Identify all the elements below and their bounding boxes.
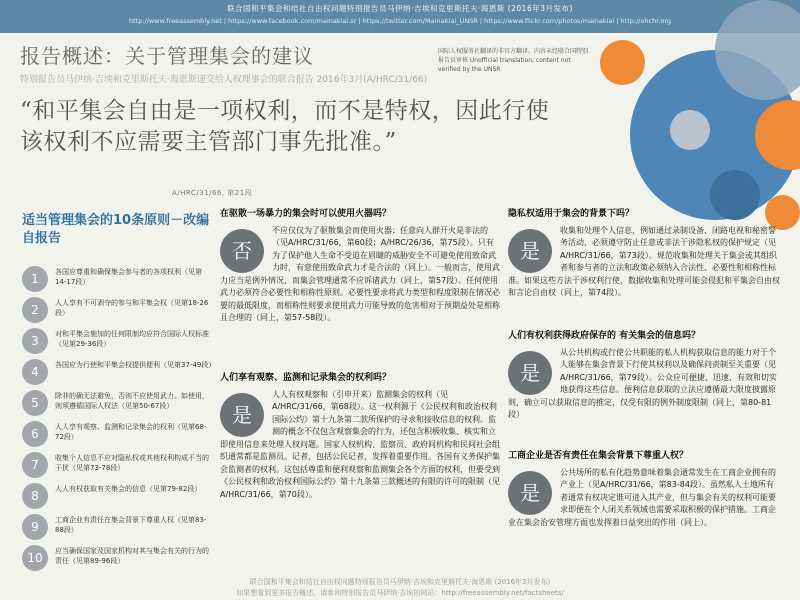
section-heading: 人们有权利获得政府保存的 有关集会的信息吗？ xyxy=(508,331,701,341)
banner-links[interactable]: http://www.freeassembly.net | https://www.facebook.com/mainakiai.sr | https://twitter.com/MainaKiai_UNSR | https://www.flickr.com/photos/mainakiai | http://ohchr.org xyxy=(128,17,672,25)
quote-text: “和平集会自由是一项权利，而不是特权，因此行使该权利不应需要主管部门事先批准。” xyxy=(20,98,550,155)
principle-number: 3 xyxy=(22,328,48,354)
principle-number: 7 xyxy=(22,452,48,478)
principle-item-3 xyxy=(22,328,212,356)
section-business xyxy=(508,450,780,529)
answer-badge: 否 xyxy=(220,229,264,273)
principle-number: 8 xyxy=(22,483,48,509)
principle-number: 1 xyxy=(22,266,48,292)
circle-grey-mid xyxy=(670,110,710,150)
decorative-circles xyxy=(560,30,800,230)
banner-title: 联合国和平集会和结社自由权问题特别报告员马伊纳·吉埃和克里斯托夫·海恩斯 (2016年3月发布) xyxy=(227,4,573,13)
section-privacy xyxy=(508,208,780,300)
footer xyxy=(0,577,800,599)
section-heading: 隐私权适用于集会的背景下吗？ xyxy=(508,209,635,219)
principle-text: 应当确保国家及国家机构对其与集会有关的行为的责任（见第89-96段） xyxy=(55,547,209,565)
principle-number: 4 xyxy=(22,359,48,385)
principle-text: 收集个人信息不应对隐私权或其他权利构成不当的干扰（见第73-78段） xyxy=(55,454,209,472)
section-body: 公共场所的私有化趋势意味着集会通常发生在工商企业拥有的产业上（见A/HRC/31/66，第83-84段）。虽然私人土地所有者通常有权决定谁可进入其产业，但与集会有关的权利可能要求即便在个人闭关系领域也需要采取积极的保护措施。工商企业在集会治安管理方面也发挥着日益突出的作用（同上）。 xyxy=(508,467,776,527)
footer-credit: 联合国和平集会和结社自由权问题特别报告员马伊纳·吉埃和克里斯托夫·海恩斯 (2016年3月发布) xyxy=(249,578,551,586)
section-information xyxy=(508,330,780,422)
principle-item-6 xyxy=(22,421,212,449)
principle-text: 人人有权获取有关集会的信息（见第79-82段） xyxy=(55,485,202,493)
principle-text: 人人享有观察、监测和记录集会的权利（见第68-72段） xyxy=(55,423,207,441)
circle-orange-small xyxy=(600,40,645,85)
section-heading: 工商企业是否有责任在集会背景下尊重人权？ xyxy=(508,451,689,461)
quote-reference: A/HRC/31/66, 第21段 xyxy=(172,189,253,197)
principles-title: 适当管理集会的10条原则－改编自报告 xyxy=(22,213,210,246)
principle-text: 人人享有不可剥夺的参与和平集会权（见第18-26段） xyxy=(55,299,209,317)
principle-number: 9 xyxy=(22,514,48,540)
principle-number: 10 xyxy=(22,545,48,571)
principle-text: 除非的确无法避免，否则不应使用武力。如使用，则须遵循国际人权法（见第50-67段） xyxy=(55,392,209,410)
section-heading: 人们享有观察、监测和记录集会的权利吗？ xyxy=(220,373,392,383)
principle-item-5 xyxy=(22,390,212,418)
principle-text: 各国应尊重和确保集会参与者的各项权利（见第14-17段） xyxy=(55,268,202,286)
principle-text: 对和平集会施加的任何限制均应符合国际人权标准（见第29-36段） xyxy=(55,330,209,348)
quote-block xyxy=(20,96,560,197)
principle-number: 5 xyxy=(22,390,48,416)
principle-item-2 xyxy=(22,297,212,325)
section-body: 从公共机构或行使公共职能的私人机构获取信息的能力对于个人能够在集会背景下行使其权利以及确保问责制至关重要（见A/HRC/31/66，第79段）。公众应可便捷、迅速、有效和切实地获得这些信息。便利信息获取的立法应遵循最大限度披露原则，确立可以获取信息的推定，仅受有限的例外制度限制（同上，第80-81段） xyxy=(508,347,777,419)
principle-number: 6 xyxy=(22,421,48,447)
section-monitoring xyxy=(220,372,500,501)
principle-item-7 xyxy=(22,452,212,480)
section-body: 收集和处理个人信息，例如通过录制设备、闭路电视和秘密警务活动，必须遵守防止任意或非法干涉隐私权的保护规定（见A/HRC/31/66，第73段）。规范收集和处理关于集会或其组织者和参与者的立法和政策必须纳入合法性、必要性和相称性标准。如果这些方法干涉权利行使，数据收集和处理可能会侵犯和平集会自由权和言论自由权（同上，第74段）。 xyxy=(508,225,780,297)
principle-text: 各国应为行使和平集会权提供便利（见第37-49段） xyxy=(55,361,216,369)
translation-note: 国际人权服务社翻译的非官方翻译。内容未经联合国特别报告员审核 Unofficial translation; content not verified by the UNSR xyxy=(438,48,589,73)
answer-badge: 是 xyxy=(508,229,552,273)
principle-item-4 xyxy=(22,359,216,387)
principle-number: 2 xyxy=(22,297,48,323)
answer-badge: 是 xyxy=(508,351,552,395)
principle-item-10 xyxy=(22,545,212,573)
page-subtitle: 特别报告员马伊纳·吉埃和克里斯托夫·海恩斯递交给人权理事会的联合报告 2016年3月(A/HRC/31/66) xyxy=(20,75,428,85)
answer-badge: 是 xyxy=(220,393,264,437)
answer-badge: 是 xyxy=(508,471,552,515)
principle-item-8 xyxy=(22,483,212,511)
section-body: 不应仅仅为了驱散集会而使用火器；任意向人群开火是非法的（见A/HRC/31/66，第60段；A/HRC/26/36，第75段）。只有为了保护他人生命不受迫在眉睫的威胁安全不可避免使用致命武力时，有意使用致命武力才是合法的（同上）。一般而言，使用武力应当是例外情况，而集会管理通常不应诉诸武力（同上，第57段）。任何使用武力必须符合必要性和相称性原则。必要性要求将武力类型和程度限制在情况必要的最低限度，而相称性则要求使用武力可能导致的危害相对于预期益处是相称且合理的（同上，第57-58段）。 xyxy=(220,225,500,322)
footer-link[interactable]: 如果想看到更多报告概述，请参阅特别报告员马伊纳·吉埃的网站：http://freeassembly.net/factsheets/ xyxy=(236,589,564,597)
page-title: 报告概述：关于管理集会的建议 xyxy=(20,44,314,68)
principle-text: 工商企业有责任在集会背景下尊重人权（见第83-88段） xyxy=(55,516,207,534)
section-heading: 在驱散一场暴力的集会时可以使用火器吗？ xyxy=(220,209,392,219)
section-body: 人人有权观察和（引申开来）监测集会的权利（见A/HRC/31/66，第68段）。这一权利源于《公民权利和政治权利国际公约》第十九条第二款所保护的寻求和接收信息的权利。监测的概念不仅包含观察集会的行为，还包含积极收集、核实和立即使用信息来处理人权问题。国家人权机构、监察员、政府间机构和民间社会组织通常都是监测员。记者，包括公民记者，发挥着重要作用。各国有义务保护集会监测者的权利。这包括尊重和便利观察和监测集会各个方面的权利，但要受到《公民权利和政治权利国际公约》第十九条第三款概述的有限的许可的限制（见A/HRC/31/66，第70段）。 xyxy=(220,389,500,499)
section-firearms xyxy=(220,208,500,325)
top-banner xyxy=(0,0,800,33)
principle-item-9 xyxy=(22,514,212,542)
principle-item-1 xyxy=(22,266,212,294)
